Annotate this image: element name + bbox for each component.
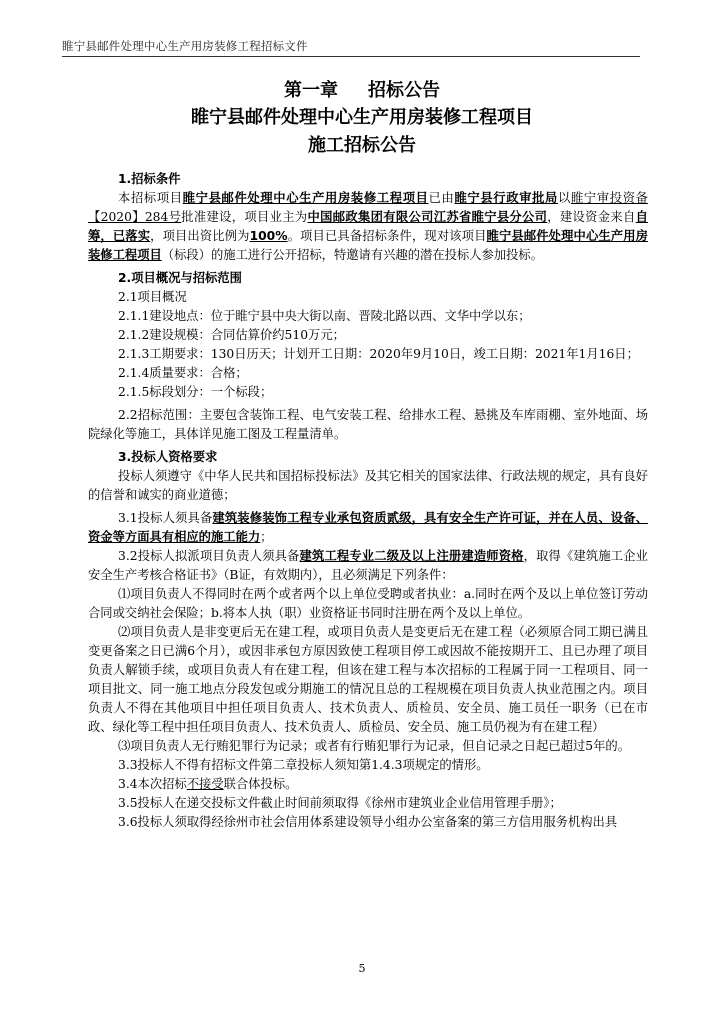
funding-ratio: 100% [249,229,288,243]
scope-paragraph: 2.2招标范围：主要包含装饰工程、电气安装工程、给排水工程、悬挑及车库雨棚、室外地面、场院绿化等施工，具体详见施工图及工程量清单。 [88,408,648,441]
text-run: ，取得《建筑施工企业安全生产考核合格证书》（B证，有效期内），且必须满足下列条件： [88,549,648,582]
text-run: 联合体投标。 [223,777,298,791]
condition-item: ⑴项目负责人不得同时在两个或者两个以上单位受聘或者执业：a.同时在两个及以上单位签订劳动合同或交纳社会保险；b.将本人执（职）业资格证书同时注册在两个及以上单位。 [88,587,648,620]
section-1-paragraph [88,189,648,265]
chapter-name: 招标公告 [368,80,440,101]
consortium-flag: 不接受 [186,777,224,791]
page-number: 5 [358,962,366,975]
project-owner: 中国邮政集团有限公司江苏省睢宁县分公司 [307,210,548,224]
text-run: （标段）的施工进行公开招标，特邀请有兴趣的潜在投标人参加投标。 [161,248,544,262]
notice-title: 施工招标公告 [308,135,416,156]
text-run: ，项目出资比例为 [150,229,250,243]
overview-line: 2.1.1建设地点：位于睢宁县中央大街以南、晋陵北路以西、文华中学以东； [118,309,531,323]
text-run: 3.2投标人拟派项目负责人须具备 [118,549,300,563]
text-run: ，建设资金来自 [547,210,636,224]
overview-line: 2.1项目概况 [118,290,187,304]
section-3-heading: 3.投标人资格要求 [118,450,218,464]
qualification-paragraph: 3.3投标人不得有招标文件第二章投标人须知第1.4.3项规定的情形。 [118,758,489,772]
funding-source: 自筹，已落实 [88,210,648,243]
document-body [88,170,648,832]
text-run: 已由 [428,191,455,205]
qualification-paragraph [88,775,648,794]
approval-number: 睢宁审投资备【2020】284号 [88,191,648,224]
condition-item: ⑶项目负责人无行贿犯罪行为记录；或者有行贿犯罪行为记录，但自记录之日起已超过5年的。 [118,739,630,753]
qualification-paragraph [88,547,648,585]
text-run: 。项目已具备招标条件，现对该项目 [287,229,487,243]
required-qualification: 建筑装修装饰工程专业承包资质贰级，具有安全生产许可证，并在人员、设备、资金等方面具有相应的施工能力 [88,511,648,544]
header-rule [62,56,640,57]
project-name: 睢宁县邮件处理中心生产用房装修工程项目 [88,229,648,262]
text-run: 本招标项目 [118,191,183,205]
overview-line: 2.1.4质量要求：合格； [118,366,248,380]
qualification-paragraph [88,509,648,547]
chapter-number: 第一章 [284,80,338,101]
project-name: 睢宁县邮件处理中心生产用房装修工程项目 [182,191,429,205]
section-2-heading: 2.项目概况与招标范围 [118,271,242,285]
project-title: 睢宁县邮件处理中心生产用房装修工程项目 [191,107,533,128]
running-header: 睢宁县邮件处理中心生产用房装修工程招标文件 [62,39,308,53]
section-1-heading: 1.招标条件 [118,172,181,186]
qualification-paragraph: 3.6投标人须取得经徐州市社会信用体系建设领导小组办公室备案的第三方信用服务机构出具 [118,815,618,829]
chapter-title [0,76,724,102]
text-run: 3.4本次招标 [118,777,187,791]
text-run: 3.1投标人须具备 [118,511,213,525]
overview-line: 2.1.2建设规模：合同估算价约510万元； [118,328,345,342]
qualification-paragraph: 3.5投标人在递交投标文件截止时间前须取得《徐州市建筑业企业信用管理手册》； [118,796,562,810]
text-run: 批准建设，项目业主为 [181,210,308,224]
text-run: ； [260,530,273,544]
approval-authority: 睢宁县行政审批局 [454,191,558,205]
required-certificate: 建筑工程专业二级及以上注册建造师资格 [299,549,524,563]
overview-line: 2.1.3工期要求：130日历天；计划开工日期：2020年9月10日，竣工日期：2021年1月16日； [118,347,639,361]
qualification-paragraph: 投标人须遵守《中华人民共和国招标投标法》及其它相关的国家法律、行政法规的规定，具有良好的信誉和诚实的商业道德； [88,469,648,502]
overview-line: 2.1.5标段划分：一个标段； [118,385,273,399]
text-run: 以 [558,191,571,205]
condition-item: ⑵项目负责人是非变更后无在建工程，或项目负责人是变更后无在建工程（必须原合同工期已满且变更备案之日已满6个月），或因非承包方原因致使工程项目停工或因故不能按期开工、且已办理了项目负责人解锁手续，或项目负责人有在建工程，但该在建工程与本次招标的工程属于同一工程项目、同一项目批文、同一施工地点分段发包或分期施工的情况且总的工程规模在项目负责人执业范围之内。项目负责人不得在其他项目中担任项目负责人、技术负责人、质检员、安全员、施工员任一职务（已在市政、绿化等工程中担任项目负责人、技术负责人、质检员、安全员、施工员仍视为有在建工程） [88,625,648,734]
